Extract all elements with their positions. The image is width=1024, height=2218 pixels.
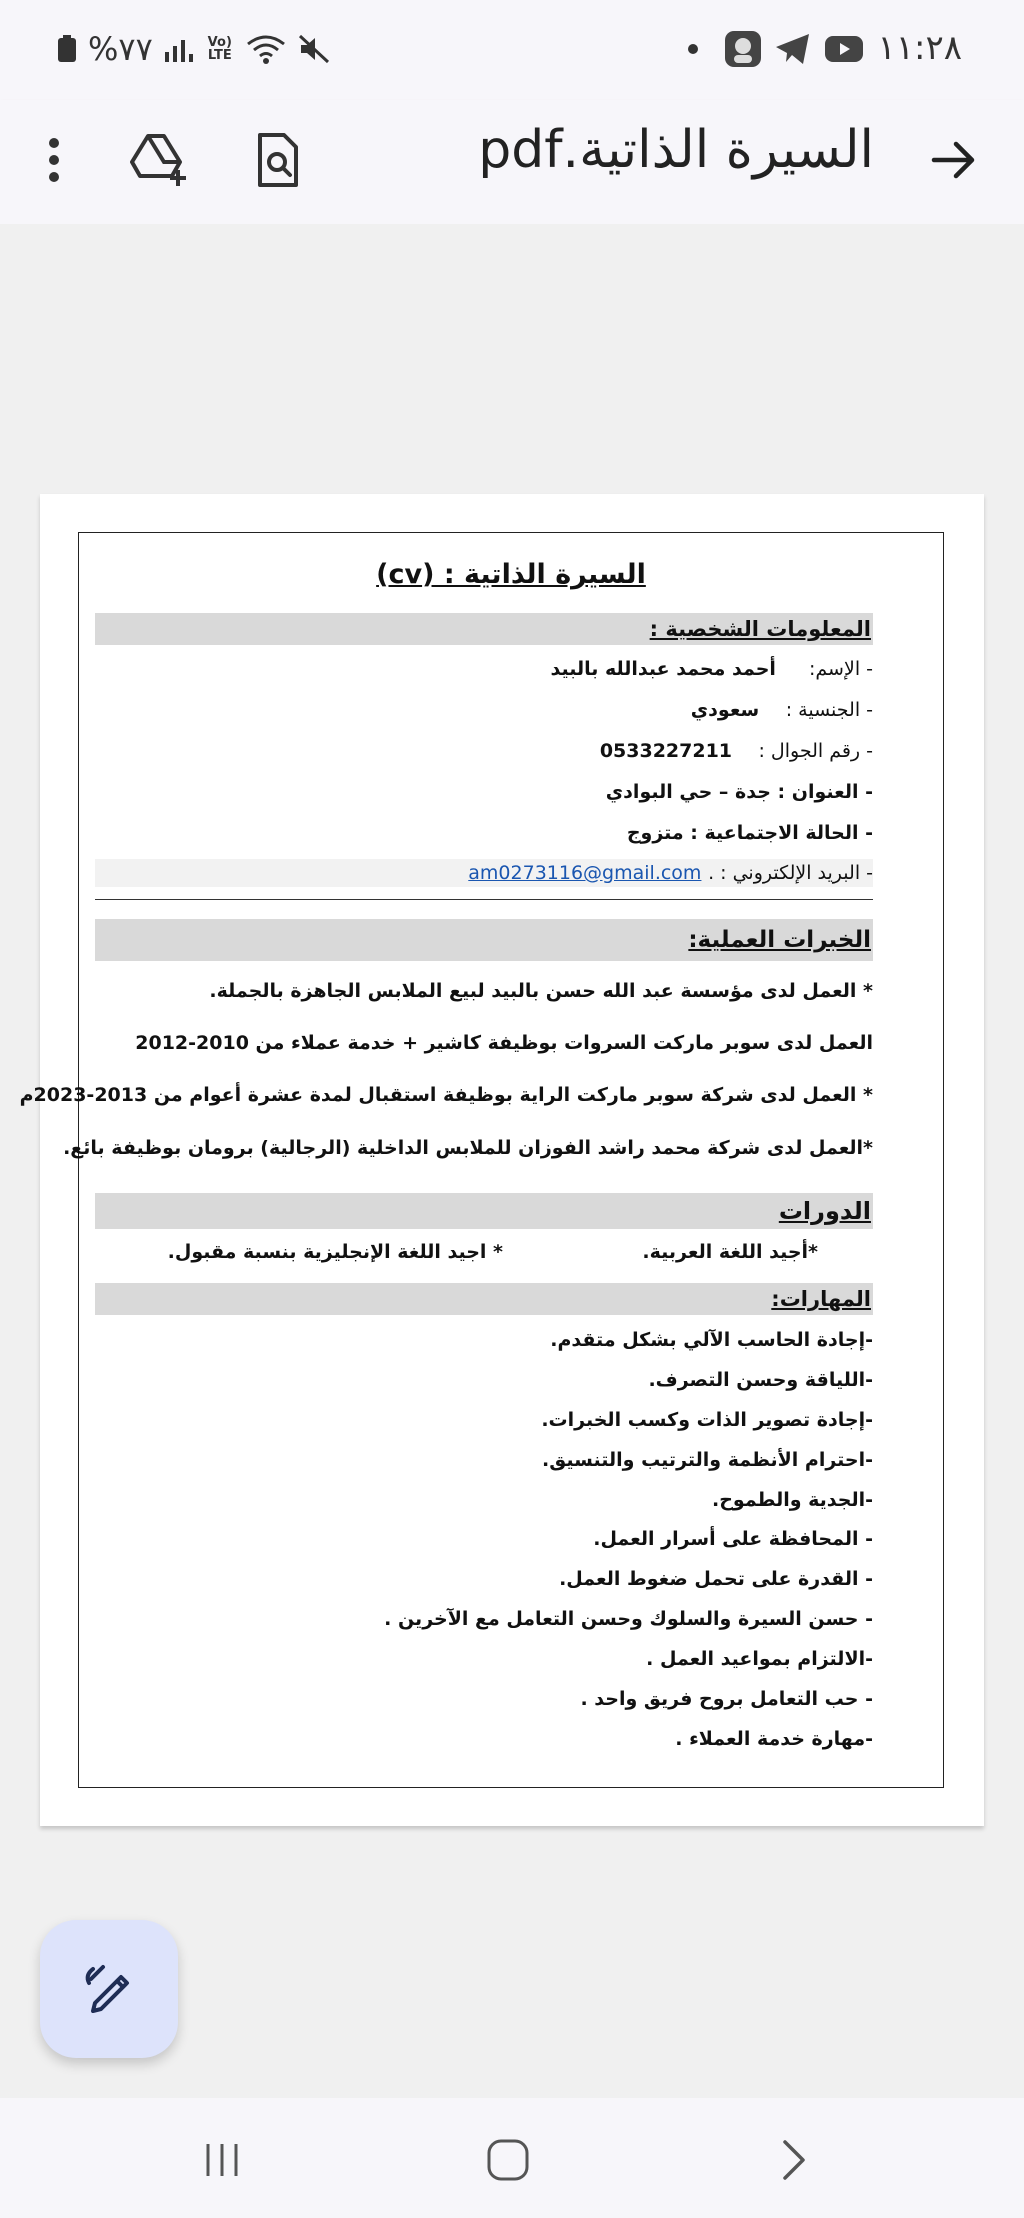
experience-item: * العمل لدى شركة سوبر ماركت الراية بوظيفة استقبال لمدة عشرة أعوام من 2013-2023م [19,1084,873,1106]
navigation-bar [0,2098,1024,2218]
name-row [95,655,873,683]
nationality-value: سعودي [690,699,760,721]
signal-icon [163,34,195,64]
drive-add-icon [130,132,190,188]
mobile-label: - رقم الجوال : [758,740,873,762]
email-label: - البريد الإلكتروني : . [708,862,873,884]
home-icon [486,2138,530,2182]
file-title: السيرة الذاتية.pdf [478,120,874,180]
skill-item: -احترام الأنظمة والترتيب والتنسيق. [542,1449,873,1471]
skill-item: - المحافظة على أسرار العمل. [593,1528,873,1550]
document-search-icon [254,132,302,188]
mobile-row [95,737,873,765]
section-divider [95,899,873,900]
name-label: - الإسم: [809,658,873,680]
edit-fab-button[interactable] [40,1920,178,2058]
name-value: أحمد محمد عبدالله بالبيد [550,658,776,680]
chevron-right-icon [779,2138,809,2182]
wifi-icon [245,33,287,65]
home-button[interactable] [478,2134,538,2186]
nationality-row [95,696,873,724]
battery-icon [56,34,78,64]
marital-row: - الحالة الاجتماعية : متزوج [626,822,873,844]
skill-item: -إجادة تصوير الذات وكسب الخبرات. [541,1409,873,1431]
email-link[interactable]: am0273116@gmail.com [468,862,702,884]
notification-dot-icon [688,44,698,54]
personal-info-heading: المعلومات الشخصية : [95,613,873,645]
course-english: * اجيد اللغة الإنجليزية بنسبة مقبول. [167,1241,503,1263]
courses-heading: الدورات [95,1193,873,1229]
pdf-viewer[interactable] [0,224,1024,2098]
skills-heading: المهارات: [95,1283,873,1315]
back-button[interactable] [924,130,984,190]
skill-item: -الجدية والطموح. [712,1489,873,1511]
mobile-value: 0533227211 [599,740,733,762]
address-row: - العنوان : جدة – حي البوادي [605,781,873,803]
app-avatar-icon [724,30,762,68]
add-to-drive-button[interactable] [128,128,192,192]
cv-title: السيرة الذاتية : (cv) [376,559,646,590]
experience-item: *العمل لدى شركة محمد راشد الفوزان للملابس الداخلية (الرجالية) برومان بوظيفة بائع. [63,1137,873,1159]
experience-item: العمل لدى سوبر ماركت السروات بوظيفة كاشير + خدمة عملاء من 2010-2012 [135,1032,873,1054]
skill-item: -الالتزام بمواعيد العمل . [646,1648,873,1670]
cv-document [19,533,943,1787]
app-bar [0,100,1024,225]
youtube-icon [824,34,864,64]
network-type: Vo) LTE [207,35,232,63]
more-vertical-icon [46,135,62,185]
recent-apps-icon [202,2140,242,2180]
status-time: ١١:٢٨ [877,28,962,68]
recent-apps-button[interactable] [192,2134,252,2186]
experience-item: * العمل لدى مؤسسة عبد الله حسن بالبيد لبيع الملابس الجاهزة بالجملة. [209,980,873,1002]
telegram-icon [774,32,812,66]
arrow-right-icon [924,130,984,190]
status-right-icons [688,30,864,68]
skill-item: - حسن السيرة والسلوك وحسن التعامل مع الآخرين . [384,1608,873,1630]
back-nav-button[interactable] [764,2134,824,2186]
mute-icon [297,33,331,65]
course-arabic: *أجيد اللغة العربية. [642,1241,818,1263]
battery-percent: %٧٧ [88,30,153,68]
pdf-page [19,494,984,1826]
skill-item: - القدرة على تحمل ضغوط العمل. [559,1568,873,1590]
page-border [19,532,944,1788]
skill-item: -مهارة خدمة العملاء . [675,1728,873,1750]
nationality-label: - الجنسية : [785,699,873,721]
experience-heading: الخبرات العملية: [95,919,873,961]
status-left-icons [56,30,331,68]
skill-item: -اللياقة وحسن التصرف. [648,1369,873,1391]
edit-pen-icon [81,1961,137,2017]
skill-item: -إجادة الحاسب الآلي بشكل متقدم. [550,1329,873,1351]
email-row [95,859,873,887]
more-options-button[interactable] [22,128,86,192]
status-bar [0,0,1024,100]
search-document-button[interactable] [246,128,310,192]
skill-item: - حب التعامل بروح فريق واحد . [580,1688,873,1710]
